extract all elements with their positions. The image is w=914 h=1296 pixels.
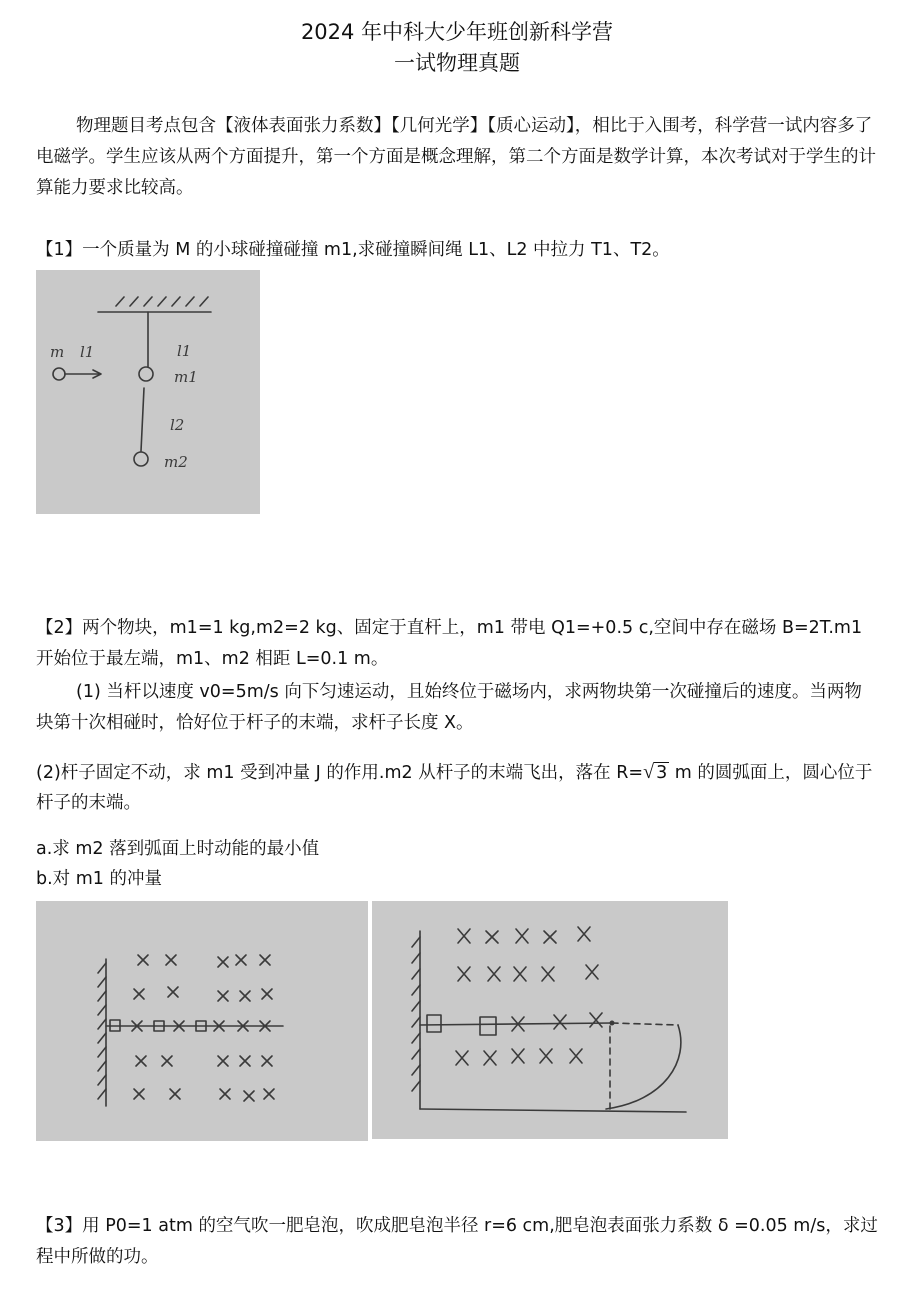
part-2-text-before: (2)杆子固定不动，求 m1 受到冲量 J 的作用.m2 从杆子的末端飞出，落在 R= <box>36 763 644 783</box>
sqrt-radicand: 3 <box>656 763 668 783</box>
question-2-figure-right <box>372 901 728 1139</box>
intro-paragraph: 物理题目考点包含【液体表面张力系数】【几何光学】【质心运动】，相比于入围考，科学营一试内容多了电磁学。学生应该从两个方面提升，第一个方面是概念理解，第二个方面是数学计算，本次考试对于学生的计算能力要求比较高。 <box>36 116 876 198</box>
rod-and-arc-sketch <box>372 901 728 1139</box>
pendulum-sketch <box>36 270 260 514</box>
question-2-part-2 <box>36 757 878 818</box>
page-title-line-1: 2024 年中科大少年班创新科学营 <box>300 20 614 44</box>
question-2-sub-b: b.对 m1 的冲量 <box>36 869 162 889</box>
magnetic-field-rod-sketch <box>36 901 368 1141</box>
part-2-text-after: m 的圆弧面上，圆心位于杆子的末端。 <box>36 763 873 813</box>
question-3-text: 【3】用 P0=1 atm 的空气吹一肥皂泡，吹成肥皂泡半径 r=6 cm,肥皂泡表面张力系数 δ =0.05 m/s，求过程中所做的功。 <box>36 1216 878 1267</box>
question-2-figure-left <box>36 901 368 1141</box>
label-l1-arrow: l1 <box>80 343 95 361</box>
question-1-text: 【1】一个质量为 M 的小球碰撞碰撞 m1,求碰撞瞬间绳 L1、L2 中拉力 T1、T2。 <box>36 240 670 260</box>
question-2-text: 【2】两个物块，m1=1 kg,m2=2 kg、固定于直杆上，m1 带电 Q1=+0.5 c,空间中存在磁场 B=2T.m1 开始位于最左端，m1、m2 相距 L=0.1 m。 <box>36 618 863 669</box>
question-1-figure <box>36 270 260 514</box>
label-l2: l2 <box>170 416 185 434</box>
question-2-part-1: (1) 当杆以速度 v0=5m/s 向下匀速运动，且始终位于磁场内，求两物块第一次碰撞后的速度。当两物块第十次相碰时，恰好位于杆子的末端，求杆子长度 X。 <box>36 682 862 733</box>
question-2-sub-a: a.求 m2 落到弧面上时动能的最小值 <box>36 839 320 859</box>
page-title-line-2: 一试物理真题 <box>394 51 520 75</box>
label-m2: m2 <box>164 453 188 471</box>
label-m: m <box>50 343 65 361</box>
label-m1: m1 <box>174 368 198 386</box>
label-l1: l1 <box>177 342 192 360</box>
sqrt-symbol: √ <box>643 761 655 783</box>
